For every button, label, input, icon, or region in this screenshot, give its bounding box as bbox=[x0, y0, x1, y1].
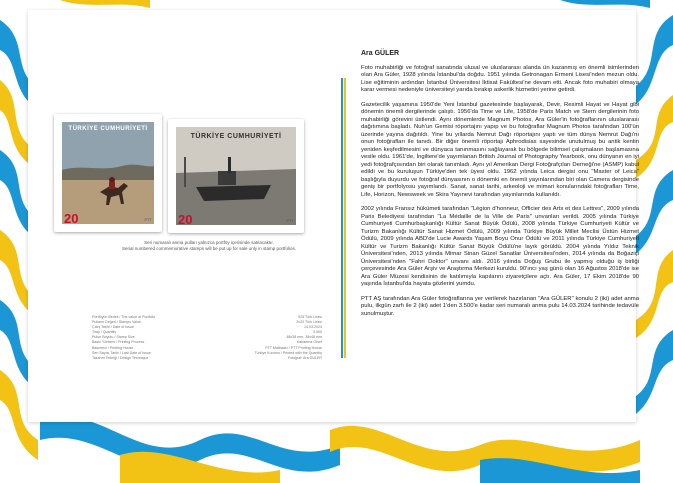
stamp-price: 20 bbox=[178, 212, 193, 227]
spec-value: 3.500 bbox=[313, 330, 322, 335]
decorative-divider-bars bbox=[341, 78, 347, 358]
stamp-boat bbox=[168, 119, 304, 233]
portfolio-specifications bbox=[92, 315, 322, 361]
spec-label: Baskı Yöntemi / Printing Process bbox=[92, 340, 145, 345]
portfolio-sheet bbox=[28, 10, 639, 422]
spec-label: Çıkış Tarihi / Date of Issue bbox=[92, 325, 134, 330]
spec-label: Pulların Değeri / Stamps Value bbox=[92, 320, 141, 325]
spec-value: Kabartma Ofset bbox=[296, 340, 322, 345]
article-title: Ara GÜLER bbox=[361, 50, 400, 57]
article-column bbox=[361, 50, 639, 325]
article-paragraph: 2002 yılında Fransız hükümeti tarafından "Légion d'honneur, Officier des Arts et des Lettres", 2009 yılında Paris Belediyesi tarafından "La Médaille de la Ville de Paris" unvanları verildi. 2005 yılında Türkiye Cumhuriyeti Cumhurbaşkanlığı Kültür Sanat Büyük Ödülü, 2008 yılında Türkiye Cumhuriyeti Kültür ve Turizm Bakanlığı Kültür Sanat Hizmet Ödülü, 2009 yılında Türkiye Büyük Millet Meclisi Üstün Hizmet Ödülü, 2009 yılında ABD'de Lucie Awards Yaşam Boyu Onur Ödülü ve 2011 yılında Türkiye Cumhuriyeti Kültür ve Turizm Bakanlığı Kültür Sanat Büyük Ödülü'ne layık görüldü. 2004 yılında Yıldız Teknik Üniversitesi'nden, 2013 yılında Mimar Sinan Güzel Sanatlar Üniversitesi'nden, 2014 yılında da Boğaziçi Üniversitesi'nden "Fahri Doktor" unvanı aldı. 2016 yılında Doğuş Grubu ile yapmış olduğu iş birliği çerçevesinde Ara Güler Arşiv ve Araştırma Merkezi kuruldu. 90'ıncı yaş günü olan 16 Ağustos 2018'de ise Ara Güler Müzesi kendisinin de katılımıyla kapılarını ziyaretçilere açtı. Ara Güler, 17 Ekim 2018'de 90 yaşında İstanbul'da hayata gözlerini yumdu. bbox=[361, 206, 639, 287]
spec-value: 14.03.2024 bbox=[304, 325, 322, 330]
spec-label: Seri Sayısı Tarihi / Last Date of Issue bbox=[92, 350, 151, 355]
stamp-issuer: PTT bbox=[144, 217, 152, 222]
stamp-horse-rider bbox=[54, 114, 162, 232]
spec-label: Tirajı / Quantity bbox=[92, 330, 117, 335]
horse-rider-photo bbox=[62, 122, 154, 224]
spec-value: Fotoğraf: Ara GÜLER bbox=[287, 355, 322, 360]
spec-label: Pulun Boyutu / Stamp Size bbox=[92, 335, 135, 340]
spec-row bbox=[92, 356, 322, 361]
spec-label: Basımevi / Printing House bbox=[92, 345, 134, 350]
stamp-artwork bbox=[62, 122, 154, 224]
stamp-caption bbox=[84, 240, 334, 252]
stamp-issuer: PTT bbox=[286, 218, 294, 223]
spec-label: Portföyün Bedeli / The value of Portfolio bbox=[92, 315, 156, 319]
article-paragraph: Foto muhabirliği ve fotoğraf sanatında ulusal ve uluslararası alanda ün kazanmış en önemli isimlerinden olan Ara Güler, 1928 yılında İstanbul'da doğdu. 1951 yılında Getronagan Ermeni Lisesi'nden mezun oldu. Lise eğitiminin ardından İstanbul Üniversitesi İktisat Fakültesi'ne devam etti. Ancak foto muhabiri olmaya karar vermesi nedeniyle üniversiteyi yarıda bırakıp askerlik hizmetini yerine getirdi. bbox=[361, 64, 639, 93]
spec-value: 925 Türk Lirası bbox=[298, 315, 322, 319]
stamp-country-label: TÜRKİYE CUMHURİYETİ bbox=[68, 126, 148, 132]
spec-value: PTT Matbaası / PTT Printing House bbox=[265, 345, 322, 350]
stamp-country-label: TÜRKİYE CUMHURİYETİ bbox=[190, 133, 282, 140]
article-paragraph: Gazetecilik yaşamına 1950'de Yeni İstanbul gazetesinde başlayarak, Devir, Resimli Hayat ve Hayat gibi dönemin önemli dergilerinde çalıştı. 1956'da Time ve Life, 1958'de Paris Match ve Stern dergilerinin foto muhabirliği görevini üstlendi. Aynı dönemlerde Magnum Photos, Ara Güler'in fotoğraflarının uluslararası dağıtımına başladı. Nuh'un Gemisi röportajını yapıp ve bu fotoğraflar Magnum Photos tarafından 100'ün üzerinde yayına dağıtıldı. Yine bu yıllarda Nemrut Dağı röportajını yaptı ve tüm dünya Nemrut Dağı'nı onun fotoğrafları ile tanıdı. Bir diğer önemli röportajı Aphrodisias sayesinde unutulmuş bu antik kentin yeniden keşfedilmesini ve dünyaca tanınmasını sağlayarak bu bölgede bilimsel çalışmaların başlamasına vesile oldu. 1961'de, İngiltere'de yayımlanan British Journal of Photography Yearbook, onu dünyanın en iyi yedi fotoğrafçısından biri olarak tanımladı. Aynı yıl Amerikan Dergi Fotoğrafçıları Derneği'ne (ASMP) kabul edildi ve bu kuruluşun Türkiye'den tek üyesi oldu. 1962 yılında Leica dergisi onu "Master of Leica" başlığıyla duyurdu ve fotoğraf dünyasının o dönemki en önemli yayınlarından biri olan Camera dergisinde geniş bir portfolyosu yayımlandı. Sanat, sanat tarihi, arkeoloji ve mimari konularındaki fotoğrafları Time, Life, Horizon, Newsweek ve Skira Yayınevi tarafından yayınlarında kullanıldı. bbox=[361, 101, 639, 198]
spec-value: Türkiye Kurumu / Printed with the Quantity bbox=[254, 350, 322, 355]
spec-value: 48x38 mm, 38x48 mm bbox=[286, 335, 322, 340]
boat-photo bbox=[176, 127, 296, 225]
spec-label: Tasarım Tekniği / Design Technique bbox=[92, 355, 149, 360]
caption-line-tr: Seri numaralı anma pulları yalnızca portföy içerisinde satılacaktır. bbox=[144, 240, 274, 245]
caption-line-en: Serial numbered commemorative stamps will be put up for sale only in stamp portfolios. bbox=[121, 246, 297, 251]
spec-value: 2x20 Türk Lirası bbox=[296, 320, 322, 325]
stamp-price: 20 bbox=[64, 211, 79, 226]
stamp-artwork bbox=[176, 127, 296, 225]
article-paragraph: PTT AŞ tarafından Ara Güler fotoğraflarına yer verilerek hazırlanan "Ara GÜLER" konulu 2 (iki) adet anma pulu, ilkgün zarfı ile 2 (iki) adet 1'den 3.500'e kadar seri numaralı anma pulu 14.03.2024 tarihinde tedavüle sunulmuştur. bbox=[361, 295, 639, 317]
